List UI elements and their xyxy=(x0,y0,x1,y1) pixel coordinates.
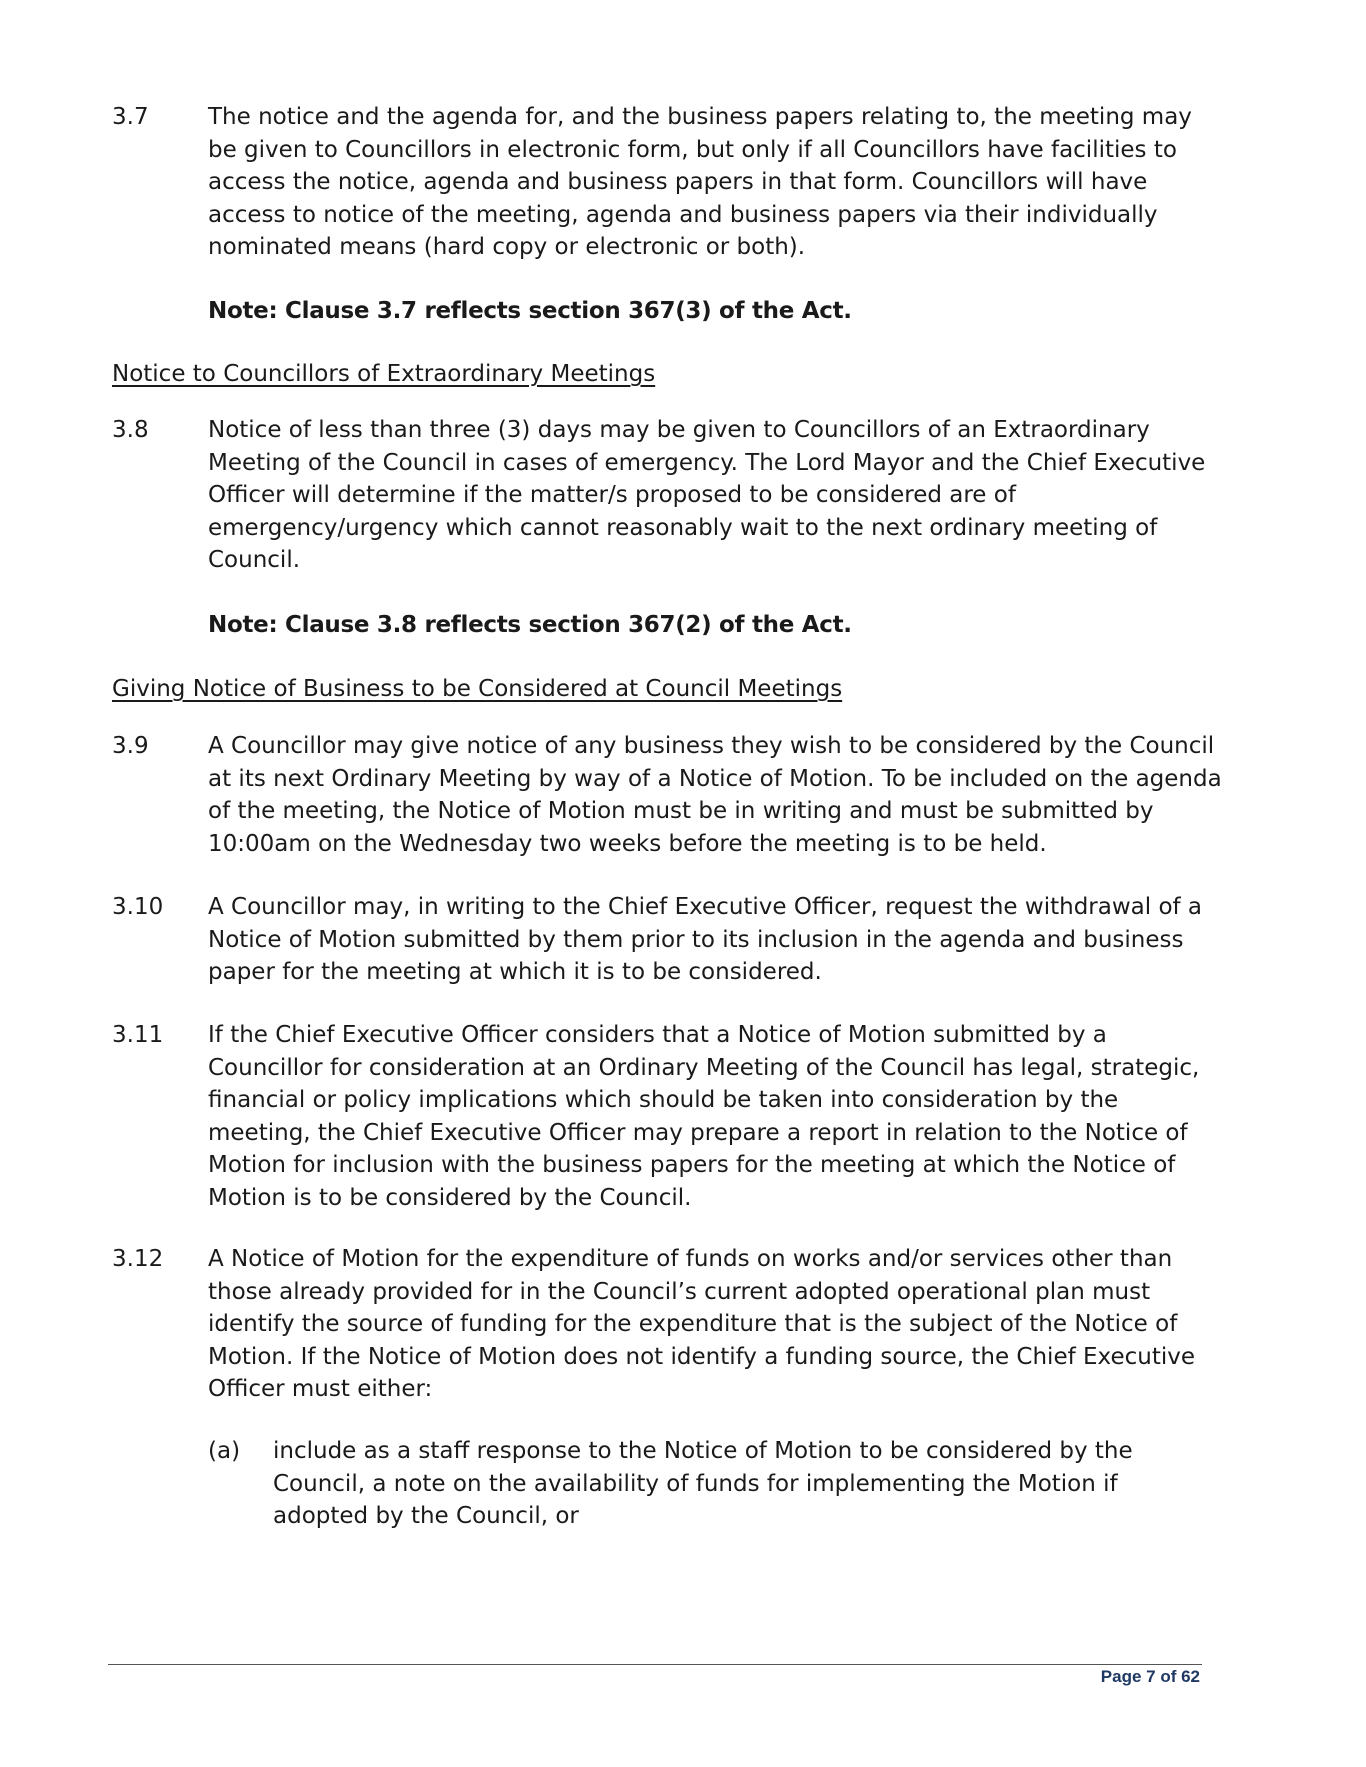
clause-3-7 xyxy=(112,101,1222,264)
clause-note: Note: Clause 3.8 reflects section 367(2) of the Act. xyxy=(208,612,852,638)
subitem-label: (a) xyxy=(208,1438,241,1464)
clause-text: If the Chief Executive Officer considers that a Notice of Motion submitted by a Councillor for consideration at an Ordinary Meeting of the Council has legal, strategic, financial or policy implications which should be taken into consideration by the meeting, the Chief Executive Officer may prepare a report in relation to the Notice of Motion for inclusion with the business papers for the meeting at which the Notice of Motion is to be considered by the Council. xyxy=(208,1022,1200,1211)
clause-number: 3.11 xyxy=(112,1022,164,1048)
clause-3-12 xyxy=(112,1243,1222,1406)
subitem-text: include as a staff response to the Notice of Motion to be considered by the Council, a note on the availability of funds for implementing the Motion if adopted by the Council, or xyxy=(273,1438,1133,1529)
clause-3-9 xyxy=(112,730,1222,860)
clause-3-12-sub-a xyxy=(208,1435,1218,1533)
section-heading: Giving Notice of Business to be Considered at Council Meetings xyxy=(112,676,843,702)
page-number: Page 7 of 62 xyxy=(1100,1667,1200,1686)
clause-number: 3.10 xyxy=(112,894,164,920)
clause-text: Notice of less than three (3) days may be given to Councillors of an Extraordinary Meeting of the Council in cases of emergency. The Lord Mayor and the Chief Executive Officer will determine if the matter/s proposed to be considered are of emergency/urgency which cannot reasonably wait to the next ordinary meeting of Council. xyxy=(208,417,1206,573)
clause-text: A Councillor may give notice of any business they wish to be considered by the Council at its next Ordinary Meeting by way of a Notice of Motion. To be included on the agenda of the meeting, the Notice of Motion must be in writing and must be submitted by 10:00am on the Wednesday two weeks before the meeting is to be held. xyxy=(208,733,1222,857)
clause-3-8 xyxy=(112,414,1222,577)
clause-text: The notice and the agenda for, and the business papers relating to, the meeting may be given to Councillors in electronic form, but only if all Councillors have facilities to access the notice, agenda and business papers in that form. Councillors will have access to notice of the meeting, agenda and business papers via their individually nominated means (hard copy or electronic or both). xyxy=(208,104,1192,260)
clause-3-10 xyxy=(112,891,1222,989)
clause-3-11 xyxy=(112,1019,1222,1214)
clause-text: A Councillor may, in writing to the Chief Executive Officer, request the withdrawal of a Notice of Motion submitted by them prior to its inclusion in the agenda and business paper for the meeting at which it is to be considered. xyxy=(208,894,1203,985)
clause-number: 3.8 xyxy=(112,417,149,443)
clause-number: 3.7 xyxy=(112,104,149,130)
clause-note: Note: Clause 3.7 reflects section 367(3) of the Act. xyxy=(208,298,852,324)
section-heading: Notice to Councillors of Extraordinary Meetings xyxy=(112,361,656,387)
clause-number: 3.9 xyxy=(112,733,149,759)
clause-text: A Notice of Motion for the expenditure of funds on works and/or services other than those already provided for in the Council’s current adopted operational plan must identify the source of funding for the expenditure that is the subject of the Notice of Motion. If the Notice of Motion does not identify a funding source, the Chief Executive Officer must either: xyxy=(208,1246,1195,1402)
footer-divider xyxy=(108,1664,1202,1665)
clause-number: 3.12 xyxy=(112,1246,164,1272)
